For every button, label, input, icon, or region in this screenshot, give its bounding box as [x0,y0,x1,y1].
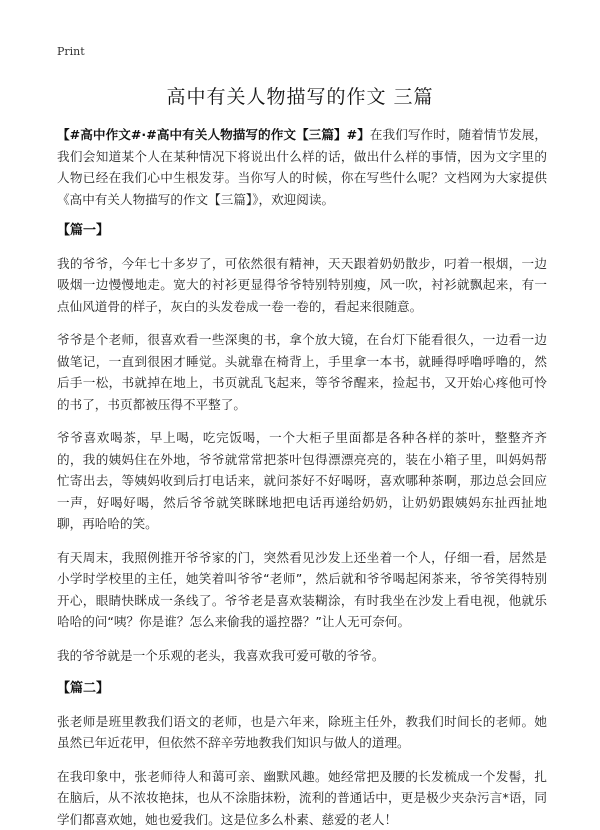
section-1-paragraph-1: 我的爷爷，今年七十多岁了，可依然很有精神，天天跟着奶奶散步，叼着一根烟，一边吸烟一边慢慢地走。宽大的衬衫更显得爷爷特别特别瘦，风一吹，衬衫就飘起来，有一点仙风道骨的样子，灰白的头发卷成一卷一卷的，看起来很随意。 [57,253,547,318]
section-2-paragraph-1: 张老师是班里教我们语文的老师，也是六年来，除班主任外，教我们时间长的老师。她虽然已年近花甲，但依然不辞辛劳地教我们知识与做人的道理。 [57,711,547,754]
section-heading-1: 【篇一】 [57,220,547,242]
intro-text: 在我们写作时，随着情节发展，我们会知道某个人在某种情况下将说出什么样的话，做出什么样的事情，因为文字里的人物已经在我们心中生根发芽。当你写人的时候，你在写些什么呢？文档网为大家提供《高中有关人物描写的作文【三篇】》，欢迎阅读。 [57,127,547,207]
section-1-paragraph-5: 我的爷爷就是一个乐观的老头，我喜欢我可爱可敬的爷爷。 [57,645,547,667]
intro-paragraph [57,124,547,210]
section-2-paragraph-2: 在我印象中，张老师待人和蔼可亲、幽默风趣。她经常把及腰的长发梳成一个发髻，扎在脑后，从不浓妆艳抹，也从不涂脂抹粉，流利的普通话中，更是极少夹杂污言*语，同学们都喜欢她，她也爱我们。这是位多么朴素、慈爱的老人！ [57,766,547,830]
page-title: 高中有关人物描写的作文 三篇 [0,82,600,109]
section-heading-2: 【篇二】 [57,678,547,700]
intro-label: 【#高中作文#·#高中有关人物描写的作文【三篇】#】 [57,127,370,142]
section-1-paragraph-3: 爷爷喜欢喝茶，早上喝，吃完饭喝，一个大柜子里面都是各种各样的茶叶，整整齐齐的，我的姨妈住在外地，爷爷就常常把茶叶包得漂漂亮亮的，装在小箱子里，叫妈妈帮忙寄出去，等姨妈收到后打电话来，就问茶好不好喝呀，喜欢哪种茶啊，那边总会回应一声，好喝好喝，然后爷爷就笑眯眯地把电话再递给奶奶，让奶奶跟姨妈东扯西扯地聊，再哈哈的笑。 [57,427,547,535]
print-link[interactable]: Print [57,45,85,58]
article-body [57,124,547,830]
section-1-paragraph-4: 有天周末，我照例推开爷爷家的门，突然看见沙发上还坐着一个人，仔细一看，居然是小学时学校里的主任，她笑着叫爷爷“老师”，然后就和爷爷喝起闲茶来，爷爷笑得特别开心，眼睛快眯成一条线了。爷爷老是喜欢装糊涂，有时我坐在沙发上看电视，他就乐哈哈的问“咦？你是谁？怎么来偷我的遥控器？”让人无可奈何。 [57,547,547,633]
section-1-paragraph-2: 爷爷是个老师，很喜欢看一些深奥的书，拿个放大镜，在台灯下能看很久，一边看一边做笔记，一直到很困才睡觉。头就靠在椅背上，手里拿一本书，就睡得呼噜呼噜的，然后手一松，书就掉在地上，书页就乱飞起来，等爷爷醒来，捡起书，又开始心疼他可怜的书了，书页都被压得不平整了。 [57,329,547,415]
